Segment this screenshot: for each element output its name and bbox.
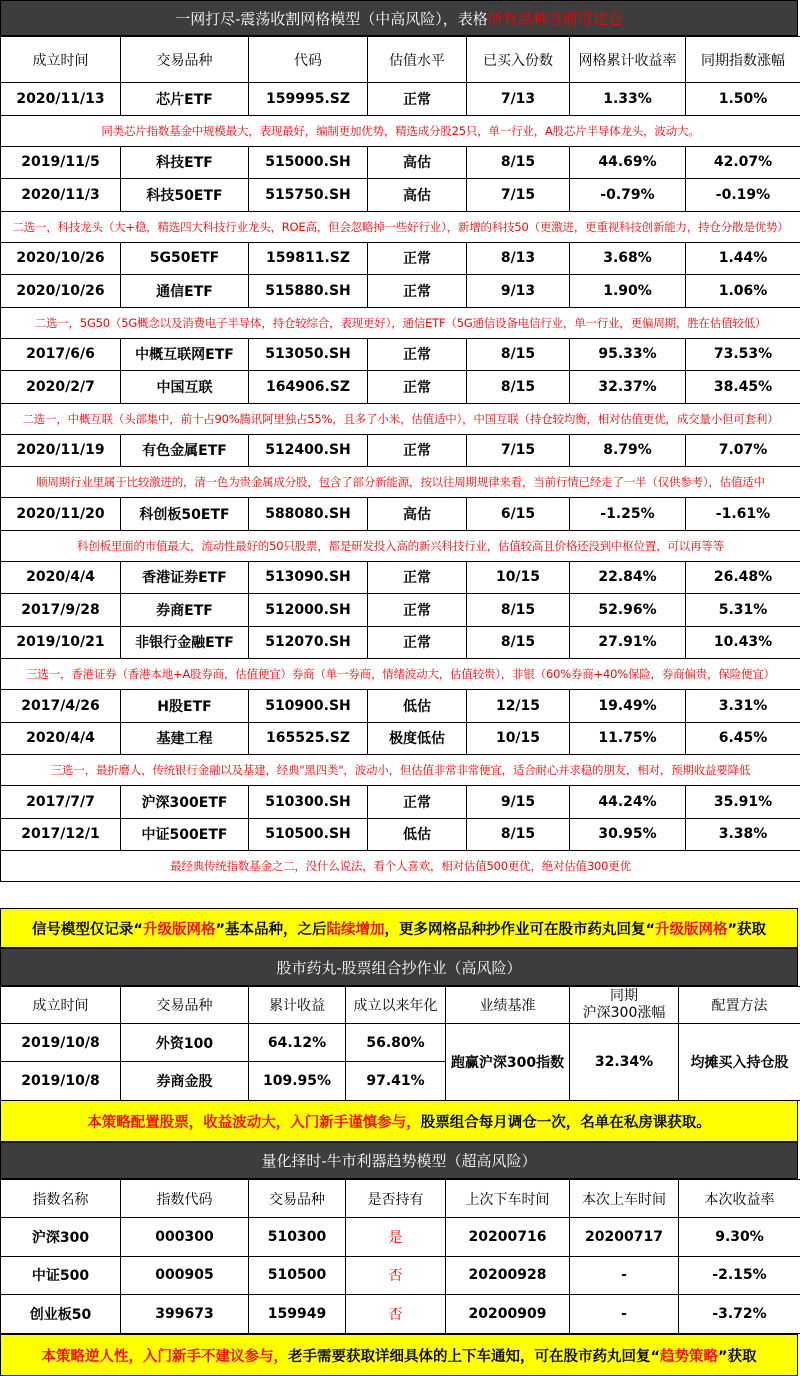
grid-cell: 2020/4/4 — [1, 722, 121, 755]
trend-cell: 创业板50 — [1, 1295, 121, 1334]
grid-cell: 164906.SZ — [249, 371, 368, 404]
grid-cell: 高估 — [368, 498, 467, 531]
grid-cell: 8/15 — [467, 626, 570, 659]
grid-cell: 8.79% — [570, 434, 686, 467]
table-row — [1, 498, 800, 531]
trend-cell: - — [570, 1295, 679, 1334]
grid-cell: 10/15 — [467, 561, 570, 594]
grid-cell: 1.33% — [570, 83, 686, 116]
grid-cell: 沪深300ETF — [121, 786, 249, 819]
trend-cell: - — [570, 1256, 679, 1295]
table-row — [1, 818, 800, 851]
trend-cell: 510500 — [249, 1256, 346, 1295]
grid-cell: 科创板50ETF — [121, 498, 249, 531]
grid-cell: 510500.SH — [249, 818, 368, 851]
stock-cell: 97.41% — [346, 1062, 446, 1101]
grid-cell: 9/15 — [467, 786, 570, 819]
grid-cell: 515880.SH — [249, 275, 368, 308]
grid-cell: 10.43% — [686, 626, 800, 659]
grid-cell: -0.79% — [570, 179, 686, 212]
grid-footer-highlight: 升级版网格 — [655, 921, 728, 938]
grid-table — [0, 36, 800, 882]
table-row — [1, 179, 800, 212]
grid-cell: 32.37% — [570, 371, 686, 404]
grid-cell: 512400.SH — [249, 434, 368, 467]
table-row — [1, 786, 800, 819]
grid-note-row — [1, 467, 800, 498]
table-row — [1, 1218, 800, 1257]
grid-note: 二选一，中概互联（头部集中，前十占90%腾讯阿里独占55%，且多了小米，估值适中），中国互联（持仓较均衡，相对估值更优，成交量小但可套利） — [1, 403, 800, 434]
trend-cell: 20200909 — [446, 1295, 570, 1334]
grid-cell: 正常 — [368, 275, 467, 308]
grid-cell: 2017/4/26 — [1, 690, 121, 723]
grid-cell: 中国互联 — [121, 371, 249, 404]
grid-note: 二选一，科技龙头（大+稳，精选四大科技行业龙头，ROE高，但会忽略掉一些好行业），新增的科技50（更激进，更重视科技创新能力，持仓分散是优势） — [1, 211, 800, 242]
table-row — [1, 1295, 800, 1334]
trend-cell: 159949 — [249, 1295, 346, 1334]
grid-cell: 2017/7/7 — [1, 786, 121, 819]
table-row — [1, 1024, 800, 1062]
holding-status: 否 — [346, 1256, 446, 1295]
grid-cell: 正常 — [368, 594, 467, 627]
grid-cell: 8/15 — [467, 338, 570, 371]
grid-cell: 2019/11/5 — [1, 146, 121, 179]
grid-footer-text: ”基本品种，之后 — [215, 921, 327, 938]
grid-cell: 科技50ETF — [121, 179, 249, 212]
grid-cell: 159995.SZ — [249, 83, 368, 116]
trend-cell: 399673 — [121, 1295, 249, 1334]
table-row — [1, 434, 800, 467]
stock-cell: 64.12% — [249, 1024, 346, 1062]
method-cell: 均摊买入持仓股 — [679, 1024, 800, 1101]
grid-cell: 8/13 — [467, 242, 570, 275]
stock-cell: 券商金股 — [121, 1062, 249, 1101]
grid-header-row — [1, 37, 800, 83]
grid-cell: 1.90% — [570, 275, 686, 308]
grid-note-row — [1, 403, 800, 434]
grid-note: 三选一，最折磨人，传统银行金融以及基建，经典"黑四类"，波动小，但估值非常非常便宜，适合耐心并求稳的朋友，相对，预期收益要降低 — [1, 755, 800, 786]
grid-cell: 513050.SH — [249, 338, 368, 371]
holding-status: 否 — [346, 1295, 446, 1334]
grid-cell: 588080.SH — [249, 498, 368, 531]
grid-cell: 38.45% — [686, 371, 800, 404]
grid-note-row — [1, 755, 800, 786]
grid-cell: 2020/11/13 — [1, 83, 121, 116]
trend-cell: -2.15% — [679, 1256, 800, 1295]
grid-note: 二选一，5G50（5G概念以及消费电子半导体，持仓较综合，表现更好），通信ETF（5G通信设备电信行业，单一行业，更偏周期，胜在估值较低） — [1, 307, 800, 338]
stock-footer-banner — [0, 1100, 798, 1142]
grid-cell: -1.61% — [686, 498, 800, 531]
grid-section-title — [0, 0, 798, 36]
grid-cell: 非银行金融ETF — [121, 626, 249, 659]
grid-cell: 95.33% — [570, 338, 686, 371]
grid-cell: 2020/11/3 — [1, 179, 121, 212]
grid-cell: 2020/2/7 — [1, 371, 121, 404]
grid-cell: 7/13 — [467, 83, 570, 116]
grid-cell: -0.19% — [686, 179, 800, 212]
grid-cell: 芯片ETF — [121, 83, 249, 116]
table-row — [1, 275, 800, 308]
grid-cell: 8/15 — [467, 371, 570, 404]
table-row — [1, 83, 800, 116]
trend-cell: 中证500 — [1, 1256, 121, 1295]
stock-cell: 2019/10/8 — [1, 1024, 121, 1062]
grid-cell: 9/13 — [467, 275, 570, 308]
trend-cell: 9.30% — [679, 1218, 800, 1257]
grid-note-row — [1, 211, 800, 242]
table-row — [1, 690, 800, 723]
stock-header-cell: 成立以来年化 — [346, 987, 446, 1024]
stock-section-title — [0, 948, 798, 986]
trend-table — [0, 1179, 800, 1334]
stock-header-cell: 成立时间 — [1, 987, 121, 1024]
grid-cell: 3.38% — [686, 818, 800, 851]
grid-cell: 10/15 — [467, 722, 570, 755]
grid-cell: 35.91% — [686, 786, 800, 819]
grid-cell: 510300.SH — [249, 786, 368, 819]
grid-footer-text: ”获取 — [727, 921, 767, 938]
grid-header-cell: 交易品种 — [121, 37, 249, 83]
grid-cell: 低估 — [368, 818, 467, 851]
trend-title: 量化择时-牛市利器趋势模型（超高风险） — [261, 1152, 537, 1170]
grid-cell: 3.31% — [686, 690, 800, 723]
grid-footer-banner — [0, 908, 798, 948]
table-row — [1, 594, 800, 627]
stock-cell: 2019/10/8 — [1, 1062, 121, 1101]
grid-cell: 1.50% — [686, 83, 800, 116]
stock-header-cell: 业绩基准 — [446, 987, 570, 1024]
grid-cell: 正常 — [368, 561, 467, 594]
grid-cell: 2019/10/21 — [1, 626, 121, 659]
grid-footer-text: 信号模型仅记录“ — [31, 921, 143, 938]
grid-cell: 1.06% — [686, 275, 800, 308]
grid-cell: 26.48% — [686, 561, 800, 594]
grid-note-row — [1, 851, 800, 882]
holding-status: 是 — [346, 1218, 446, 1257]
trend-footer-text: 老手需要获取详细具体的上下车通知，可在股市药丸回复“ — [287, 1348, 660, 1365]
grid-cell: 7/15 — [467, 434, 570, 467]
grid-cell: H股ETF — [121, 690, 249, 723]
grid-header-cell: 已买入份数 — [467, 37, 570, 83]
grid-cell: 5.31% — [686, 594, 800, 627]
grid-header-cell: 同期指数涨幅 — [686, 37, 800, 83]
stock-header-cell: 同期 沪深300涨幅 — [570, 987, 679, 1024]
trend-header-cell: 交易品种 — [249, 1180, 346, 1218]
grid-cell: 正常 — [368, 434, 467, 467]
trend-header-row — [1, 1180, 800, 1218]
trend-header-cell: 指数名称 — [1, 1180, 121, 1218]
grid-cell: 通信ETF — [121, 275, 249, 308]
grid-cell: 2017/6/6 — [1, 338, 121, 371]
grid-cell: -1.25% — [570, 498, 686, 531]
grid-note: 同类芯片指数基金中规模最大，表现最好，编制更加优势，精选成分股25只，单一行业，A股芯片半导体龙头，波动大。 — [1, 115, 800, 146]
table-row — [1, 242, 800, 275]
stock-header-cell: 交易品种 — [121, 987, 249, 1024]
grid-cell: 6/15 — [467, 498, 570, 531]
stock-cell: 外资100 — [121, 1024, 249, 1062]
trend-cell: 20200928 — [446, 1256, 570, 1295]
stock-footer-warning: 本策略配置股票，收益波动大，入门新手谨慎参与， — [87, 1114, 421, 1131]
grid-note: 科创板里面的市值最大，流动性最好的50只股票，都是研发投入高的新兴科技行业，估值较高且价格还没到中枢位置，可以再等等 — [1, 530, 800, 561]
grid-cell: 2017/9/28 — [1, 594, 121, 627]
trend-cell: -3.72% — [679, 1295, 800, 1334]
trend-footer-warning: 本策略逆人性，入门新手不建议参与， — [41, 1348, 288, 1365]
grid-cell: 44.69% — [570, 146, 686, 179]
table-row — [1, 1256, 800, 1295]
grid-cell: 香港证券ETF — [121, 561, 249, 594]
stock-table — [0, 986, 800, 1101]
grid-cell: 正常 — [368, 242, 467, 275]
grid-cell: 正常 — [368, 83, 467, 116]
grid-cell: 5G50ETF — [121, 242, 249, 275]
grid-cell: 165525.SZ — [249, 722, 368, 755]
trend-header-cell: 指数代码 — [121, 1180, 249, 1218]
grid-cell: 512070.SH — [249, 626, 368, 659]
grid-cell: 高估 — [368, 179, 467, 212]
grid-cell: 8/15 — [467, 818, 570, 851]
grid-cell: 7/15 — [467, 179, 570, 212]
trend-header-cell: 本次收益率 — [679, 1180, 800, 1218]
grid-footer-highlight: 陆续增加 — [326, 921, 385, 938]
grid-cell: 159811.SZ — [249, 242, 368, 275]
grid-cell: 510900.SH — [249, 690, 368, 723]
table-row — [1, 338, 800, 371]
table-row — [1, 561, 800, 594]
grid-cell: 22.84% — [570, 561, 686, 594]
trend-cell: 000905 — [121, 1256, 249, 1295]
hs300-change-cell: 32.34% — [570, 1024, 679, 1101]
grid-cell: 42.07% — [686, 146, 800, 179]
trend-cell: 20200716 — [446, 1218, 570, 1257]
grid-header-cell: 代码 — [249, 37, 368, 83]
trend-footer-highlight: 趋势策略 — [660, 1348, 718, 1365]
grid-title-highlight: 所有品种当前可建仓 — [487, 9, 623, 28]
grid-cell: 30.95% — [570, 818, 686, 851]
grid-cell: 中概互联网ETF — [121, 338, 249, 371]
grid-note: 三选一，香港证券（香港本地+A股券商，估值便宜）券商（单一券商，情绪波动大，估值较贵），非银（60%券商+40%保险，券商偏贵，保险便宜） — [1, 659, 800, 690]
grid-header-cell: 成立时间 — [1, 37, 121, 83]
grid-cell: 2020/10/26 — [1, 275, 121, 308]
trend-cell: 510300 — [249, 1218, 346, 1257]
grid-header-cell: 网格累计收益率 — [570, 37, 686, 83]
table-row — [1, 626, 800, 659]
trend-header-cell: 本次上车时间 — [570, 1180, 679, 1218]
grid-cell: 高估 — [368, 146, 467, 179]
grid-cell: 11.75% — [570, 722, 686, 755]
grid-cell: 1.44% — [686, 242, 800, 275]
grid-cell: 8/15 — [467, 146, 570, 179]
grid-note: 最经典传统指数基金之二，没什么说法，看个人喜欢，相对估值500更优，绝对估值300更优 — [1, 851, 800, 882]
grid-cell: 中证500ETF — [121, 818, 249, 851]
stock-cell: 56.80% — [346, 1024, 446, 1062]
grid-cell: 7.07% — [686, 434, 800, 467]
grid-cell: 515000.SH — [249, 146, 368, 179]
stock-title: 股市药丸-股票组合抄作业（高风险） — [276, 958, 522, 977]
grid-cell: 8/15 — [467, 594, 570, 627]
trend-cell: 000300 — [121, 1218, 249, 1257]
grid-cell: 52.96% — [570, 594, 686, 627]
grid-cell: 19.49% — [570, 690, 686, 723]
trend-cell: 沪深300 — [1, 1218, 121, 1257]
grid-cell: 基建工程 — [121, 722, 249, 755]
grid-cell: 44.24% — [570, 786, 686, 819]
grid-header-cell: 估值水平 — [368, 37, 467, 83]
grid-cell: 正常 — [368, 338, 467, 371]
trend-header-cell: 上次下车时间 — [446, 1180, 570, 1218]
grid-footer-highlight: 升级版网格 — [142, 921, 216, 938]
grid-cell: 6.45% — [686, 722, 800, 755]
grid-cell: 27.91% — [570, 626, 686, 659]
trend-footer-banner — [0, 1334, 798, 1376]
grid-cell: 正常 — [368, 786, 467, 819]
trend-header-cell: 是否持有 — [346, 1180, 446, 1218]
grid-cell: 科技ETF — [121, 146, 249, 179]
table-row — [1, 371, 800, 404]
trend-cell: 20200717 — [570, 1218, 679, 1257]
grid-cell: 513090.SH — [249, 561, 368, 594]
grid-note: 顺周期行业里属于比较激进的，清一色为贵金属成分股，包含了部分新能源，按以往周期规律来看，当前行情已经走了一半（仅供参考），估值适中 — [1, 467, 800, 498]
table-row — [1, 722, 800, 755]
grid-cell: 2020/10/26 — [1, 242, 121, 275]
trend-footer-text: ”获取 — [718, 1348, 757, 1365]
grid-cell: 有色金属ETF — [121, 434, 249, 467]
stock-footer-text: 股票组合每月调仓一次，名单在私房课获取。 — [420, 1114, 711, 1131]
grid-cell: 3.68% — [570, 242, 686, 275]
stock-header-cell: 累计收益 — [249, 987, 346, 1024]
grid-cell: 515750.SH — [249, 179, 368, 212]
grid-note-row — [1, 530, 800, 561]
grid-cell: 正常 — [368, 371, 467, 404]
stock-header-cell: 配置方法 — [679, 987, 800, 1024]
grid-cell: 2020/11/19 — [1, 434, 121, 467]
grid-cell: 低估 — [368, 690, 467, 723]
grid-cell: 2017/12/1 — [1, 818, 121, 851]
grid-cell: 512000.SH — [249, 594, 368, 627]
trend-section-title — [0, 1142, 798, 1179]
grid-cell: 2020/11/20 — [1, 498, 121, 531]
grid-note-row — [1, 659, 800, 690]
grid-cell: 73.53% — [686, 338, 800, 371]
stock-cell: 109.95% — [249, 1062, 346, 1101]
grid-cell: 2020/4/4 — [1, 561, 121, 594]
table-row — [1, 146, 800, 179]
grid-footer-text: ，更多网格品种抄作业可在股市药丸回复“ — [384, 921, 656, 938]
grid-cell: 券商ETF — [121, 594, 249, 627]
grid-cell: 极度低估 — [368, 722, 467, 755]
grid-title-main: 一网打尽-震荡收割网格模型（中高风险），表格 — [175, 9, 488, 28]
grid-note-row — [1, 115, 800, 146]
benchmark-cell: 跑赢沪深300指数 — [446, 1024, 570, 1101]
grid-note-row — [1, 307, 800, 338]
grid-cell: 正常 — [368, 626, 467, 659]
grid-cell: 12/15 — [467, 690, 570, 723]
